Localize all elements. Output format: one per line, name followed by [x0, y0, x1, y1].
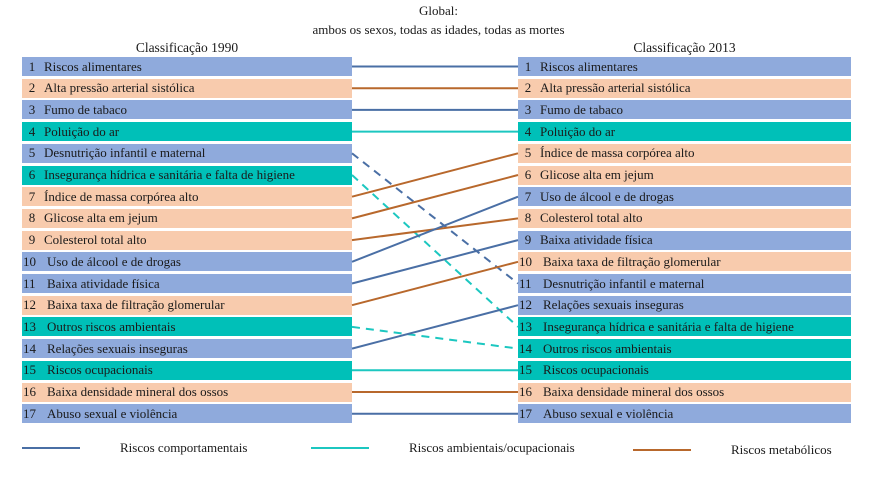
ranking-row: [22, 144, 352, 163]
ranking-row: [22, 361, 352, 380]
rank-connector-line: [352, 197, 518, 262]
ranking-row: [22, 209, 352, 228]
risk-label: Relações sexuais inseguras: [47, 340, 188, 356]
ranking-row: [518, 166, 851, 185]
ranking-row: [22, 252, 352, 271]
rank-number: 9: [524, 232, 532, 248]
ranking-row: [518, 404, 851, 423]
legend-label-metabolic: Riscos metabólicos: [731, 442, 832, 457]
ranking-row: [22, 383, 352, 402]
legend-item-behavioral: [22, 440, 247, 456]
ranking-row: [518, 252, 851, 271]
rank-number: 10: [23, 253, 36, 269]
risk-label: Riscos alimentares: [44, 58, 142, 74]
legend-label-behavioral: Riscos comportamentais: [120, 440, 248, 455]
risk-label: Outros riscos ambientais: [47, 318, 176, 334]
rank-number: 2: [28, 80, 36, 96]
rank-connector-line: [352, 327, 518, 349]
risk-label: Poluição do ar: [540, 123, 616, 139]
ranking-row: [22, 79, 352, 98]
rank-number: 4: [524, 123, 532, 139]
risk-label: Colesterol total alto: [44, 232, 147, 248]
ranking-row: [518, 144, 851, 163]
risk-label: Baixa densidade mineral dos ossos: [543, 384, 725, 399]
ranking-row: [22, 100, 352, 119]
risk-label: Desnutrição infantil e maternal: [44, 145, 206, 161]
rank-number: 12: [23, 297, 36, 313]
risk-label: Alta pressão arterial sistólica: [540, 80, 691, 96]
rank-number: 15: [23, 362, 36, 378]
ranking-row: [518, 339, 851, 358]
risk-label: Insegurança hídrica e sanitária e falta de higiene: [543, 318, 794, 334]
rank-number: 1: [28, 58, 36, 74]
rank-number: 16: [519, 384, 532, 399]
rank-connector-line: [352, 240, 518, 283]
risk-label: Outros riscos ambientais: [543, 340, 672, 356]
rank-number: 2: [524, 80, 532, 96]
rank-number: 4: [28, 123, 36, 139]
ranking-row: [518, 187, 851, 206]
ranking-row: [518, 361, 851, 380]
risk-label: Riscos ocupacionais: [543, 362, 649, 378]
risk-label: Desnutrição infantil e maternal: [543, 275, 705, 291]
rank-number: 7: [28, 188, 36, 204]
risk-label: Poluição do ar: [44, 123, 120, 139]
rank-number: 6: [524, 167, 532, 182]
rank-connector-line: [352, 175, 518, 327]
ranking-row: [22, 166, 352, 185]
rank-connector-line: [352, 262, 518, 305]
ranking-row: [518, 209, 851, 228]
chart-subtitle: ambos os sexos, todas as idades, todas as mortes: [312, 22, 565, 37]
rank-connector-line: [352, 218, 518, 240]
risk-label: Colesterol total alto: [540, 210, 643, 226]
rank-connector-line: [352, 175, 518, 218]
rank-number: 5: [524, 145, 532, 161]
ranking-row: [22, 404, 352, 423]
risk-label: Glicose alta em jejum: [44, 210, 158, 226]
rank-number: 16: [23, 384, 36, 399]
rank-connector-line: [352, 153, 518, 196]
ranking-row: [518, 57, 851, 76]
rank-number: 7: [524, 188, 532, 204]
rank-number: 5: [28, 145, 36, 161]
rank-number: 17: [519, 405, 532, 421]
risk-label: Baixa atividade física: [540, 232, 653, 248]
ranking-row: [22, 187, 352, 206]
ranking-row: [518, 79, 851, 98]
risk-label: Alta pressão arterial sistólica: [44, 80, 195, 96]
rank-number: 14: [23, 340, 36, 356]
risk-label: Fumo de tabaco: [540, 101, 624, 117]
rank-number: 9: [28, 232, 36, 248]
risk-label: Abuso sexual e violência: [543, 405, 674, 421]
ranking-row: [22, 122, 352, 141]
left-column-heading: Classificação 1990: [135, 40, 239, 55]
risk-label: Baixa atividade física: [47, 275, 160, 291]
right-column-heading: Classificação 2013: [633, 40, 736, 55]
rank-number: 3: [524, 101, 532, 117]
rank-number: 3: [28, 101, 36, 117]
rank-number: 13: [519, 318, 532, 334]
ranking-row: [22, 296, 352, 315]
risk-label: Glicose alta em jejum: [540, 167, 654, 182]
risk-label: Baixa densidade mineral dos ossos: [47, 384, 229, 399]
rank-number: 14: [519, 340, 532, 356]
rank-number: 6: [28, 167, 36, 182]
risk-label: Riscos ocupacionais: [47, 362, 153, 378]
rank-number: 17: [23, 405, 36, 421]
rank-connector-line: [352, 153, 518, 283]
ranking-row: [22, 57, 352, 76]
risk-label: Baixa taxa de filtração glomerular: [543, 253, 721, 269]
risk-label: Baixa taxa de filtração glomerular: [47, 297, 225, 313]
risk-label: Índice de massa corpórea alto: [44, 188, 199, 204]
rank-number: 8: [524, 210, 532, 226]
rank-number: 12: [519, 297, 532, 313]
risk-label: Insegurança hídrica e sanitária e falta de higiene: [44, 167, 295, 182]
rank-number: 11: [519, 275, 532, 291]
legend-item-metabolic: [633, 442, 832, 458]
risk-label: Relações sexuais inseguras: [543, 297, 684, 313]
rank-number: 1: [524, 58, 532, 74]
ranking-row: [518, 122, 851, 141]
ranking-row: [518, 274, 851, 293]
ranking-row: [518, 383, 851, 402]
rank-number: 11: [23, 275, 36, 291]
risk-label: Abuso sexual e violência: [47, 405, 178, 421]
legend-label-environmental: Riscos ambientais/ocupacionais: [409, 440, 575, 455]
rank-number: 13: [23, 318, 36, 334]
risk-label: Fumo de tabaco: [44, 101, 128, 117]
ranking-row: [518, 100, 851, 119]
legend-line-behavioral-icon: [22, 447, 80, 449]
rank-connector-line: [352, 305, 518, 348]
ranking-row: [518, 317, 851, 336]
ranking-row: [22, 274, 352, 293]
chart-title: Global:: [419, 3, 458, 18]
risk-label: Índice de massa corpórea alto: [540, 145, 695, 161]
rank-number: 15: [519, 362, 532, 378]
rank-number: 8: [28, 210, 36, 226]
legend: [0, 440, 877, 470]
ranking-row: [22, 231, 352, 250]
ranking-row: [22, 317, 352, 336]
ranking-row: [518, 296, 851, 315]
risk-label: Uso de álcool e de drogas: [540, 188, 674, 204]
risk-label: Uso de álcool e de drogas: [47, 253, 181, 269]
risk-label: Riscos alimentares: [540, 58, 638, 74]
legend-line-metabolic-icon: [633, 449, 691, 451]
legend-line-environmental-icon: [311, 447, 369, 449]
ranking-row: [518, 231, 851, 250]
rank-number: 10: [519, 253, 532, 269]
ranking-row: [22, 339, 352, 358]
legend-item-environmental: [311, 440, 575, 456]
